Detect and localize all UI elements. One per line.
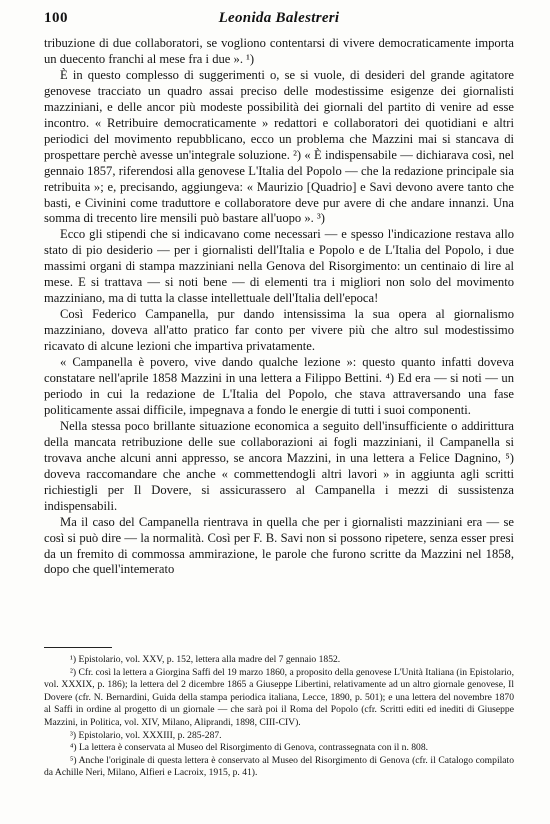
footnotes (44, 654, 514, 780)
footnote: ²) Cfr. così la lettera a Giorgina Saffi del 19 marzo 1860, a proposito della genovese L'Unità Italiana (in Epistolario, vol. XXXIX, p. 186); la lettera del 2 dicembre 1865 a Giuseppe Libertini, relativamente ad un altro giornale genovese, Il Dovere (cfr. N. Bernardini, Guida della stampa periodica italiana, Lecce, 1890, p. 501); e una lettera del novembre 1870 al Saffi in ordine al progetto di un giornale — che sarà poi il Roma del Popolo (cfr. Scritti editi ed inediti di Giuseppe Mazzini, in Politica, vol. XIV, Milano, Aliprandi, 1898, CIII-CIV). (44, 666, 514, 728)
footnote-divider (44, 647, 112, 648)
footnote: ⁴) La lettera è conservata al Museo del Risorgimento di Genova, contrassegnata con il n. 808. (70, 742, 429, 754)
paragraph: « Campanella è povero, vive dando qualche lezione »: questo quanto infatti doveva constatare nell'aprile 1858 Mazzini in una lettera a Filippo Bettini. ⁴) Ed era — si noti — un periodo in cui la redazione de L'Italia del Popolo, che stava attraversando una fase politicamente assai difficile, impegnava a fondo le energie di tutti i suoi componenti. (44, 355, 514, 417)
page-header (44, 10, 514, 30)
paragraph: Nella stessa poco brillante situazione economica a seguito dell'insufficiente o addirittura della mancata retribuzione delle sue collaborazioni ai fogli mazziniani, il Campanella si trovava anche alcuni anni appresso, se ancora Mazzini, in una lettera a Felice Dagnino, ⁵) doveva raccomandare che anche « commettendogli altri lavori » in aggiunta agli scritti richiestigli per Il Dovere, si assicurassero al Campanella i mezzi di sussistenza indispensabili. (44, 418, 514, 513)
paragraph: Ecco gli stipendi che si indicavano come necessari — e spesso l'indicazione restava allo stato di pio desiderio — per i giornalisti dell'Italia e Popolo e de L'Italia del Popolo, i due massimi organi di stampa mazziniani nella Genova del Risorgimento: un centinaio di lire al mese. E si trattava — si noti bene — di elementi tra i migliori non solo del movimento mazziniano, ma di tutta la classe intellettuale dell'Italia dell'epoca! (44, 227, 514, 306)
paragraph: Così Federico Campanella, pur dando intensissima la sua opera al giornalismo mazziniano, doveva all'atto pratico far conto per vivere più che altro sul modestissimo ricavato di alcune lezioni che impartiva privatamente. (44, 307, 514, 354)
footnote: ³) Epistolario, vol. XXXIII, p. 285-287. (70, 729, 222, 741)
page-number: 100 (44, 10, 68, 26)
running-head: Leonida Balestreri (218, 10, 340, 26)
paragraph: È in questo complesso di suggerimenti o, se si vuole, di desideri del grande agitatore genovese tracciato un quadro assai preciso delle modestissime esigenze dei giornalisti mazziniani, e delle ancor più modeste possibilità dei giornali del partito di venire ad esse incontro. « Retribuire democraticamente » redattori e collaboratori dei quotidiani e altri periodici del movimento repubblicano, ecco un problema che Mazzini mai si stancava di prospettare perchè avesse un'integrale soluzione. ²) « È indispensabile — dichiarava così, nel gennaio 1857, riferendosi alla genovese L'Italia del Popolo — che la redazione principale sia retribuita »; e, precisando, aggiungeva: « Maurizio [Quadrio] e Savi devono avere tanto che basti, e Civinini come traduttore e collaboratore deve pur avere di che andare innanzi. Una somma di trecento lire mensili può bastare all'uopo ». ³) (44, 67, 514, 226)
footnote: ¹) Epistolario, vol. XXV, p. 152, lettera alla madre del 7 gennaio 1852. (70, 654, 341, 665)
paragraph: tribuzione di due collaboratori, se vogliono contentarsi di vivere democraticamente importa un duecento franchi al mese fra i due ». ¹) (44, 36, 514, 66)
paragraph: Ma il caso del Campanella rientrava in quella che per i giornalisti mazziniani era — se così si può dire — la normalità. Così per F. B. Savi non si possono ripetere, senza esser presi da un fremito di commossa ammirazione, le parole che furono scritte da Mazzini nel 1858, dopo che quell'intemerato (44, 514, 514, 577)
body-text (44, 36, 514, 578)
footnote: ⁵) Anche l'originale di questa lettera è conservato al Museo del Risorgimento di Genova (cfr. il Catalogo compilato da Achille Neri, Milano, Alfieri e Lacroix, 1915, p. 41). (44, 754, 514, 779)
